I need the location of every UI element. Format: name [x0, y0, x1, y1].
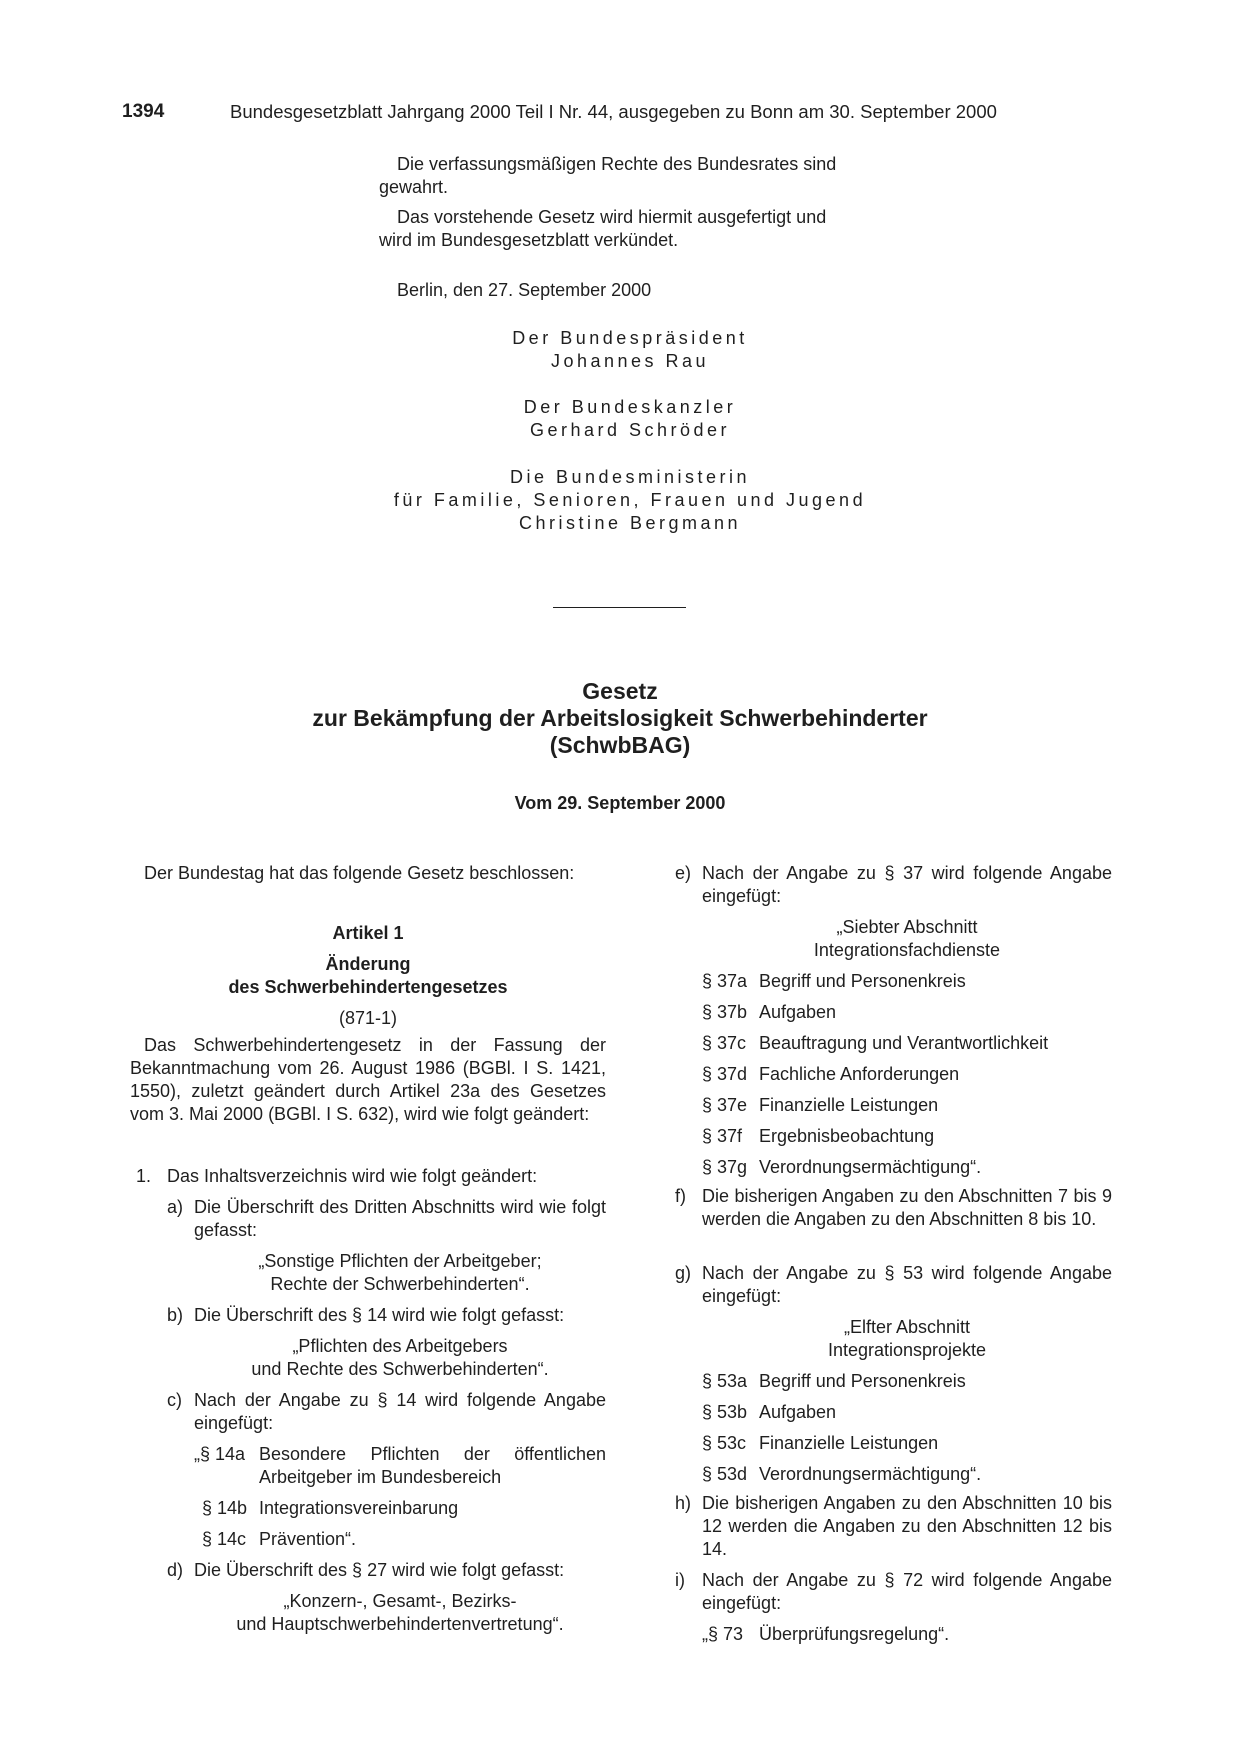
item-c-label: c): [167, 1390, 182, 1410]
item-c-para-2-number: § 14b: [202, 1498, 248, 1518]
item-d-label: d): [167, 1560, 184, 1580]
item-e-para-number: § 37a: [702, 971, 748, 991]
item-i-label: i): [675, 1570, 685, 1590]
item-b-quote-1: „Pflichten des Arbeitgebers: [292, 1336, 508, 1356]
article-heading: Artikel 1: [332, 923, 404, 943]
chancellor-title: Der Bundeskanzler: [523, 397, 737, 417]
rights-line-2: gewahrt.: [379, 177, 449, 197]
item-e-para-number: § 37d: [702, 1064, 748, 1084]
item-e-heading-1: „Siebter Abschnitt: [836, 917, 978, 937]
item-g-heading-1: „Elfter Abschnitt: [843, 1317, 971, 1337]
running-header: Bundesgesetzblatt Jahrgang 2000 Teil I Nr. 44, ausgegeben zu Bonn am 30. September 2000: [230, 101, 997, 122]
law-title-line-3: (SchwbBAG): [549, 732, 691, 758]
item-g-para-number: § 53b: [702, 1402, 748, 1422]
item-g-text: Nach der Angabe zu § 53 wird folgende Angabe eingefügt:: [702, 1263, 1112, 1306]
item-i-text: Nach der Angabe zu § 72 wird folgende Angabe eingefügt:: [702, 1570, 1112, 1613]
minister-title: Die Bundesministerin: [509, 467, 751, 487]
item-c-para-1-number: „§ 14a: [194, 1444, 246, 1464]
item-g-para-text: Verordnungsermächtigung“.: [759, 1464, 982, 1484]
item-g-heading-2: Integrationsprojekte: [827, 1340, 987, 1360]
item-c-para-2-text: Integrationsvereinbarung: [259, 1498, 459, 1518]
item-g-para-text: Begriff und Personenkreis: [759, 1371, 966, 1391]
item-e-para-number: § 37f: [702, 1126, 743, 1146]
item-g-para-number: § 53d: [702, 1464, 748, 1484]
item-i-para-number: „§ 73: [702, 1624, 744, 1644]
article-body: Das Schwerbehindertengesetz in der Fassung der Bekanntmachung vom 26. August 1986 (BGBl. I S. 1421, 1550), zuletzt geändert durch Artikel 23a des Gesetzes vom 3. Mai 2000 (BGBl. I S. 632), wird wie folgt geändert:: [130, 1035, 606, 1124]
item-g-label: g): [675, 1263, 692, 1283]
item-g-para-number: § 53a: [702, 1371, 748, 1391]
enact-line-2: wird im Bundesgesetzblatt verkündet.: [379, 230, 679, 250]
item-d-quote-1: „Konzern-, Gesamt-, Bezirks-: [283, 1591, 517, 1611]
item-e-para-text: Ergebnisbeobachtung: [759, 1126, 935, 1146]
item-e-label: e): [675, 863, 692, 883]
item-c-para-3-number: § 14c: [202, 1529, 247, 1549]
chancellor-name: Gerhard Schröder: [529, 420, 731, 440]
item-e-para-text: Fachliche Anforderungen: [759, 1064, 960, 1084]
law-date: Vom 29. September 2000: [514, 793, 726, 813]
page-number: 1394: [122, 101, 165, 122]
item-e-para-number: § 37g: [702, 1157, 748, 1177]
item-a-label: a): [167, 1197, 184, 1217]
item-e-para-text: Aufgaben: [759, 1002, 837, 1022]
item-h-text: Die bisherigen Angaben zu den Abschnitten 10 bis 12 werden die Angaben zu den Abschnitten 12 bis 14.: [702, 1493, 1112, 1559]
item-f-text: Die bisherigen Angaben zu den Abschnitten 7 bis 9 werden die Angaben zu den Abschnitten 8 bis 10.: [702, 1186, 1112, 1229]
president-title: Der Bundespräsident: [512, 328, 748, 348]
item-i-para-text: Überprüfungsregelung“.: [759, 1624, 950, 1644]
item-e-para-text: Begriff und Personenkreis: [759, 971, 966, 991]
enactment-formula: Der Bundestag hat das folgende Gesetz beschlossen:: [144, 863, 575, 883]
item-g-para-text: Aufgaben: [759, 1402, 837, 1422]
item-e-text: Nach der Angabe zu § 37 wird folgende Angabe eingefügt:: [702, 863, 1112, 906]
item-a-quote-1: „Sonstige Pflichten der Arbeitgeber;: [258, 1251, 542, 1271]
president-name: Johannes Rau: [550, 351, 710, 371]
item-c-para-3-text: Prävention“.: [259, 1529, 357, 1549]
rights-line-1: Die verfassungsmäßigen Rechte des Bundesrates sind: [397, 154, 837, 174]
item-e-para-number: § 37c: [702, 1033, 747, 1053]
item-1-text: Das Inhaltsverzeichnis wird wie folgt geändert:: [167, 1166, 538, 1186]
item-b-quote-2: und Rechte des Schwerbehinderten“.: [251, 1359, 549, 1379]
item-d-text: Die Überschrift des § 27 wird wie folgt gefasst:: [194, 1560, 565, 1580]
item-e-para-number: § 37b: [702, 1002, 748, 1022]
item-g-para-text: Finanzielle Leistungen: [759, 1433, 939, 1453]
item-c-para-1-text: Besondere Pflichten der öffentlichen Arbeitgeber im Bundesbereich: [259, 1444, 606, 1487]
fna-number: (871-1): [338, 1008, 398, 1028]
item-e-heading-2: Integrationsfachdienste: [813, 940, 1001, 960]
law-title: [200, 678, 1040, 759]
item-1-label: 1.: [136, 1166, 152, 1186]
section-divider: [553, 607, 686, 608]
item-c-text: Nach der Angabe zu § 14 wird folgende Angabe eingefügt:: [194, 1390, 606, 1433]
minister-portfolio: für Familie, Senioren, Frauen und Jugend: [393, 490, 867, 510]
item-e-para-text: Finanzielle Leistungen: [759, 1095, 939, 1115]
law-title-line-2: zur Bekämpfung der Arbeitslosigkeit Schwerbehinderter: [312, 705, 928, 731]
item-e-para-number: § 37e: [702, 1095, 748, 1115]
minister-name: Christine Bergmann: [518, 513, 742, 533]
item-e-para-text: Beauftragung und Verantwortlichkeit: [759, 1033, 1049, 1053]
item-e-para-text: Verordnungsermächtigung“.: [759, 1157, 982, 1177]
item-a-quote-2: Rechte der Schwerbehinderten“.: [270, 1274, 530, 1294]
enact-line-1: Das vorstehende Gesetz wird hiermit ausgefertigt und: [397, 207, 827, 227]
item-b-label: b): [167, 1305, 184, 1325]
item-h-label: h): [675, 1493, 692, 1513]
law-title-line-1: Gesetz: [582, 678, 658, 704]
item-g-para-number: § 53c: [702, 1433, 747, 1453]
item-b-text: Die Überschrift des § 14 wird wie folgt gefasst:: [194, 1305, 565, 1325]
item-d-quote-2: und Hauptschwerbehindertenvertretung“.: [236, 1614, 564, 1634]
item-f-label: f): [675, 1186, 686, 1206]
article-title-line-1: Änderung: [325, 954, 411, 974]
item-a-text: Die Überschrift des Dritten Abschnitts wird wie folgt gefasst:: [194, 1197, 606, 1240]
article-title-line-2: des Schwerbehindertengesetzes: [228, 977, 508, 997]
place-date: Berlin, den 27. September 2000: [397, 280, 652, 300]
